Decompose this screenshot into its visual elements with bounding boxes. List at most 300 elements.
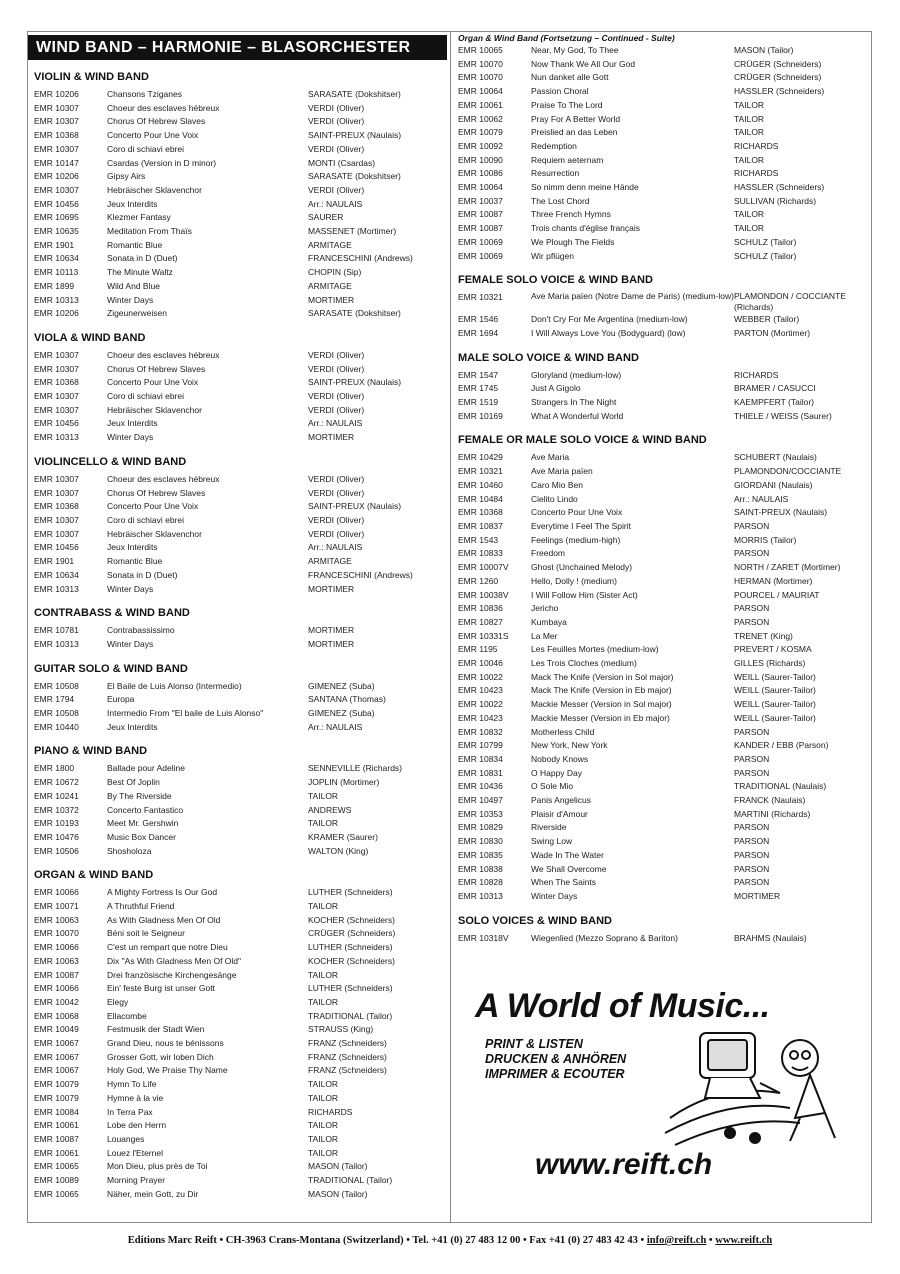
catalog-row (452, 575, 871, 589)
composer-arranger: TAILOR (308, 818, 339, 829)
catalog-number: EMR 10066 (34, 983, 79, 994)
work-title: Les Trois Cloches (medium) (531, 658, 637, 669)
section-list (28, 624, 449, 651)
catalog-number: EMR 10065 (34, 1161, 79, 1172)
composer-arranger: TRADITIONAL (Naulais) (734, 781, 827, 792)
composer-arranger: VERDI (Oliver) (308, 528, 365, 539)
work-title: Panis Angelicus (531, 795, 592, 806)
work-title: The Minute Waltz (107, 267, 173, 278)
catalog-row (28, 390, 449, 404)
work-title: Mack The Knife (Version in Sol major) (531, 671, 674, 682)
work-title: Sonata in D (Duet) (107, 253, 178, 264)
composer-arranger: PLAMONDON / COCCIANTE (Richards) (734, 291, 846, 313)
composer-arranger: SAINT-PREUX (Naulais) (308, 501, 402, 512)
work-title: Jeux Interdits (107, 542, 158, 553)
catalog-number: EMR 10113 (34, 267, 79, 278)
catalog-number: EMR 10506 (34, 845, 79, 856)
composer-arranger: WEILL (Saurer-Tailor) (734, 685, 816, 696)
composer-arranger: MORTIMER (308, 294, 355, 305)
catalog-row (28, 170, 449, 184)
composer-arranger: Arr.: NAULAIS (308, 418, 363, 429)
work-title: Music Box Dancer (107, 831, 176, 842)
catalog-row (28, 1119, 449, 1133)
work-title: Drei französische Kirchengesänge (107, 969, 237, 980)
catalog-number: EMR 10069 (458, 250, 503, 261)
catalog-number: EMR 10318V (458, 932, 509, 943)
composer-arranger: MORRIS (Tailor) (734, 534, 797, 545)
catalog-number: EMR 10147 (34, 157, 79, 168)
work-title: Grosser Gott, wir loben Dich (107, 1051, 214, 1062)
section-list (452, 291, 871, 340)
composer-arranger: RICHARDS (734, 140, 779, 151)
catalog-number: EMR 10436 (458, 781, 503, 792)
catalog-number: EMR 10497 (458, 795, 503, 806)
catalog-row (28, 817, 449, 831)
work-title: Ave Maria païen (531, 466, 593, 477)
work-title: Resurrection (531, 168, 580, 179)
catalog-number: EMR 10830 (458, 836, 503, 847)
catalog-number: EMR 10070 (458, 58, 503, 69)
catalog-row (28, 996, 449, 1010)
work-title: Everytime I Feel The Spirit (531, 520, 631, 531)
catalog-row (452, 712, 871, 726)
work-title: Louanges (107, 1134, 145, 1144)
catalog-row (28, 252, 449, 266)
catalog-number: EMR 10672 (34, 777, 79, 788)
section-heading: SOLO VOICES & WIND BAND (458, 914, 613, 927)
work-title: New York, New York (531, 740, 608, 751)
catalog-row (28, 225, 449, 239)
section-heading: GUITAR SOLO & WIND BAND (34, 662, 188, 675)
composer-arranger: KOCHER (Schneiders) (308, 955, 395, 966)
catalog-row (28, 1037, 449, 1051)
work-title: La Mer (531, 630, 558, 641)
work-title: Freedom (531, 548, 566, 559)
work-title: O Happy Day (531, 767, 583, 778)
work-title: Coro di schiavi ebrei (107, 143, 185, 154)
catalog-row (452, 181, 871, 195)
catalog-row (452, 236, 871, 250)
work-title: Don't Cry For Me Argentina (medium-low) (531, 314, 688, 325)
composer-arranger: MONTI (Csardas) (308, 157, 376, 168)
catalog-row (452, 85, 871, 99)
catalog-row (452, 780, 871, 794)
catalog-row (28, 762, 449, 776)
composer-arranger: MASON (Tailor) (308, 1161, 368, 1172)
composer-arranger: LUTHER (Schneiders) (308, 983, 393, 994)
catalog-row (452, 932, 871, 946)
catalog-number: EMR 10456 (34, 198, 79, 209)
catalog-number: EMR 10079 (34, 1092, 79, 1103)
composer-arranger: VERDI (Oliver) (308, 473, 365, 484)
work-title: Hebräischer Sklavenchor (107, 184, 202, 195)
work-title: Intermedio From "El baile de Luis Alonso" (107, 708, 264, 719)
work-title: Ghost (Unchained Melody) (531, 562, 633, 573)
catalog-row (28, 473, 449, 487)
footer-web-link[interactable]: www.reift.ch (715, 1235, 773, 1246)
composer-arranger: PARSON (734, 767, 770, 778)
catalog-number: EMR 1195 (458, 644, 498, 655)
catalog-row (28, 1133, 449, 1147)
catalog-number: EMR 10832 (458, 726, 503, 737)
composer-arranger: ANDREWS (308, 804, 352, 815)
catalog-number: EMR 10307 (34, 363, 79, 374)
work-title: Choeur des esclaves hébreux (107, 102, 220, 113)
composer-arranger: MARTINI (Richards) (734, 808, 811, 819)
composer-arranger: GIMENEZ (Suba) (308, 680, 375, 691)
work-title: Nobody Knows (531, 753, 589, 764)
composer-arranger: FRANZ (Schneiders) (308, 1065, 387, 1076)
work-title: Wade In The Water (531, 849, 604, 860)
composer-arranger: FRANCESCHINI (Andrews) (308, 253, 413, 264)
catalog-number: EMR 10307 (34, 487, 79, 498)
composer-arranger: NORTH / ZARET (Mortimer) (734, 562, 841, 573)
composer-arranger: KANDER / EBB (Parson) (734, 740, 829, 751)
composer-arranger: TAILOR (734, 99, 765, 110)
catalog-number: EMR 10321 (458, 292, 503, 303)
work-title: Zigeunerweisen (107, 308, 168, 319)
catalog-row (28, 404, 449, 418)
catalog-number: EMR 10423 (458, 712, 503, 723)
section-heading: VIOLA & WIND BAND (34, 331, 146, 344)
composer-arranger: SARASATE (Dokshitser) (308, 171, 401, 182)
composer-arranger: MASON (Tailor) (734, 45, 794, 55)
catalog-row (28, 239, 449, 253)
work-title: A Mighty Fortress Is Our God (107, 887, 218, 898)
catalog-row (452, 671, 871, 685)
catalog-row (28, 294, 449, 308)
catalog-number: EMR 10084 (34, 1106, 79, 1117)
composer-arranger: MORTIMER (308, 583, 355, 594)
catalog-row (28, 900, 449, 914)
catalog-row (452, 195, 871, 209)
work-title: Dix "As With Gladness Men Of Old" (107, 955, 242, 966)
work-title: Hebräischer Sklavenchor (107, 404, 202, 415)
work-title: Wild And Blue (107, 280, 160, 291)
work-title: Redemption (531, 140, 577, 151)
work-title: Näher, mein Gott, zu Dir (107, 1188, 199, 1199)
composer-arranger: VERDI (Oliver) (308, 391, 365, 402)
catalog-number: EMR 10313 (34, 294, 79, 305)
composer-arranger: MORTIMER (734, 890, 781, 901)
composer-arranger: THIELE / WEISS (Saurer) (734, 410, 832, 421)
catalog-number: EMR 10064 (458, 182, 503, 193)
composer-arranger: WEBBER (Tailor) (734, 314, 800, 325)
section-heading: VIOLIN & WIND BAND (34, 71, 149, 83)
composer-arranger: TAILOR (308, 901, 339, 912)
composer-arranger: PARSON (734, 548, 770, 559)
catalog-number: EMR 10069 (458, 236, 503, 247)
catalog-row (28, 624, 449, 638)
catalog-number: EMR 10062 (458, 113, 503, 124)
catalog-row (28, 349, 449, 363)
catalog-row (28, 927, 449, 941)
composer-arranger: KRAMER (Saurer) (308, 831, 378, 842)
catalog-number: EMR 10070 (34, 928, 79, 939)
work-title: Preislied an das Leben (531, 127, 618, 138)
work-title: Choeur des esclaves hébreux (107, 473, 220, 484)
catalog-number: EMR 10071 (34, 901, 79, 912)
catalog-number: EMR 10307 (34, 143, 79, 154)
catalog-number: EMR 1519 (458, 397, 499, 408)
work-title: O Sole Mio (531, 781, 574, 792)
catalog-row (28, 500, 449, 514)
composer-arranger: VERDI (Oliver) (308, 102, 365, 113)
work-title: Chorus Of Hebrew Slaves (107, 487, 206, 498)
work-title: Festmusik der Stadt Wien (107, 1024, 205, 1035)
work-title: Passion Choral (531, 86, 589, 97)
catalog-row (28, 363, 449, 377)
composer-arranger: GIMENEZ (Suba) (308, 708, 375, 719)
footer (0, 1235, 900, 1246)
catalog-number: EMR 10508 (34, 708, 79, 719)
composer-arranger: PARTON (Mortimer) (734, 327, 811, 338)
catalog-number: EMR 10460 (458, 479, 503, 490)
catalog-number: EMR 10068 (34, 1010, 79, 1021)
composer-arranger: Arr.: NAULAIS (308, 542, 363, 553)
catalog-row (452, 767, 871, 781)
composer-arranger: SCHUBERT (Naulais) (734, 452, 817, 463)
section-heading: FEMALE OR MALE SOLO VOICE & WIND BAND (458, 434, 707, 447)
work-title: Pray For A Better World (531, 113, 621, 124)
catalog-row (28, 1147, 449, 1161)
catalog-row (452, 890, 871, 904)
catalog-row (28, 845, 449, 859)
work-title: As With Gladness Men Of Old (107, 914, 221, 925)
composer-arranger: PREVERT / KOSMA (734, 644, 812, 655)
composer-arranger: WALTON (King) (308, 845, 369, 856)
catalog-row (28, 198, 449, 212)
composer-arranger: MORTIMER (308, 432, 355, 443)
left-sections (28, 71, 449, 1202)
catalog-number: EMR 10440 (34, 721, 79, 732)
catalog-number: EMR 10837 (458, 520, 503, 531)
catalog-number: EMR 10022 (458, 671, 503, 682)
catalog-number: EMR 10834 (458, 753, 503, 764)
catalog-row (452, 547, 871, 561)
work-title: Holy God, We Praise Thy Name (107, 1065, 228, 1076)
composer-arranger: PARSON (734, 603, 770, 614)
catalog-row (452, 808, 871, 822)
work-title: Ave Maria païen (Notre Dame de Paris) (medium-low) (531, 291, 734, 302)
catalog-row (452, 222, 871, 236)
composer-arranger: VERDI (Oliver) (308, 514, 365, 525)
composer-arranger: MASSENET (Mortimer) (308, 226, 397, 237)
catalog-number: EMR 10089 (34, 1175, 79, 1186)
catalog-row (28, 143, 449, 157)
composer-arranger: WEILL (Saurer-Tailor) (734, 699, 816, 710)
catalog-number: EMR 10022 (458, 699, 503, 710)
work-title: Three French Hymns (531, 209, 611, 220)
work-title: Strangers In The Night (531, 397, 617, 408)
composer-arranger: CRÜGER (Schneiders) (734, 72, 822, 83)
section-heading: PIANO & WIND BAND (34, 745, 148, 758)
composer-arranger: FRANCK (Naulais) (734, 795, 806, 806)
catalog-row (452, 821, 871, 835)
catalog-number: EMR 10353 (458, 808, 503, 819)
work-title: Gipsy Airs (107, 171, 146, 182)
catalog-number: EMR 10423 (458, 685, 503, 696)
composer-arranger: HASSLER (Schneiders) (734, 86, 825, 97)
catalog-row (452, 140, 871, 154)
catalog-row (452, 250, 871, 264)
work-title: The Lost Chord (531, 195, 590, 206)
composer-arranger: Arr.: NAULAIS (308, 721, 363, 732)
footer-email-link[interactable]: info@reift.ch (646, 1235, 707, 1246)
section-heading: CONTRABASS & WIND BAND (34, 607, 190, 620)
section-heading: MALE SOLO VOICE & WIND BAND (458, 351, 639, 364)
left-column (28, 31, 449, 1202)
work-title: Praise To The Lord (531, 99, 603, 110)
catalog-row (452, 382, 871, 396)
catalog-number: EMR 10313 (458, 890, 503, 901)
work-title: A Thruthful Friend (107, 901, 175, 912)
catalog-number: EMR 10065 (458, 45, 503, 55)
catalog-number: EMR 10368 (34, 130, 79, 141)
work-title: Trois chants d'église français (531, 223, 641, 234)
work-title: Shosholoza (107, 845, 152, 856)
composer-arranger: ARMITAGE (308, 280, 352, 291)
catalog-number: EMR 10087 (34, 969, 79, 980)
work-title: Winter Days (107, 432, 154, 443)
catalog-row (28, 280, 449, 294)
work-title: Ave Maria (531, 452, 570, 463)
catalog-row (28, 693, 449, 707)
catalog-number: EMR 1260 (458, 575, 499, 586)
composer-arranger: TAILOR (734, 113, 765, 124)
catalog-number: EMR 10307 (34, 102, 79, 113)
work-title: Louez l'Eternel (107, 1147, 163, 1158)
composer-arranger: CRÜGER (Schneiders) (308, 928, 396, 939)
catalog-row (28, 115, 449, 129)
composer-arranger: TRENET (King) (734, 630, 793, 641)
work-title: Béni soit le Seigneur (107, 928, 185, 939)
composer-arranger: ARMITAGE (308, 239, 352, 250)
work-title: Concerto Pour Une Voix (107, 501, 199, 512)
composer-arranger: FRANZ (Schneiders) (308, 1038, 387, 1049)
catalog-number: EMR 10368 (34, 377, 79, 388)
work-title: Gloryland (medium-low) (531, 369, 622, 380)
catalog-number: EMR 10838 (458, 863, 503, 874)
catalog-row (452, 396, 871, 410)
catalog-row (452, 479, 871, 493)
work-title: By The Riverside (107, 790, 172, 801)
catalog-row (28, 555, 449, 569)
work-title: Romantic Blue (107, 239, 163, 250)
work-title: Coro di schiavi ebrei (107, 391, 185, 402)
catalog-row (452, 113, 871, 127)
work-title: Choeur des esclaves hébreux (107, 349, 220, 360)
composer-arranger: HERMAN (Mortimer) (734, 575, 813, 586)
catalog-row (452, 44, 871, 58)
catalog-row (28, 1023, 449, 1037)
composer-arranger: TAILOR (734, 127, 765, 138)
work-title: Just A Gigolo (531, 383, 581, 394)
work-title: Winter Days (107, 583, 154, 594)
catalog-row (452, 167, 871, 181)
work-title: Sonata in D (Duet) (107, 569, 178, 580)
work-title: Winter Days (107, 638, 154, 649)
catalog-row (452, 208, 871, 222)
work-title: Wiegenlied (Mezzo Soprano & Bariton) (531, 932, 678, 943)
catalog-number: EMR 1547 (458, 369, 499, 380)
composer-arranger: PLAMONDON/COCCIANTE (734, 466, 842, 477)
composer-arranger: TAILOR (308, 969, 339, 980)
composer-arranger: RICHARDS (734, 168, 779, 179)
work-title: Cielito Lindo (531, 493, 578, 504)
catalog-number: EMR 1543 (458, 534, 499, 545)
catalog-number: EMR 10049 (34, 1024, 79, 1035)
advert-url[interactable]: www.reift.ch (535, 1148, 713, 1181)
section-heading: ORGAN & WIND BAND (34, 869, 154, 882)
advert-line: DRUCKEN & ANHÖREN (485, 1052, 627, 1066)
composer-arranger: HASSLER (Schneiders) (734, 182, 825, 193)
work-title: C'est un rempart que notre Dieu (107, 942, 228, 953)
catalog-row (28, 721, 449, 735)
advert-line: PRINT & LISTEN (485, 1037, 583, 1051)
catalog-number: EMR 10063 (34, 955, 79, 966)
composer-arranger: MORTIMER (308, 625, 355, 636)
section-list (452, 369, 871, 424)
work-title: When The Saints (531, 877, 597, 888)
catalog-row (28, 487, 449, 501)
catalog-row (28, 431, 449, 445)
catalog-number: EMR 10092 (458, 140, 503, 151)
work-title: Wir pflügen (531, 250, 574, 261)
composer-arranger: SAINT-PREUX (Naulais) (308, 377, 402, 388)
composer-arranger: PARSON (734, 822, 770, 833)
right-column (452, 31, 871, 945)
catalog-number: EMR 10833 (458, 548, 503, 559)
work-title: Concerto Fantastico (107, 804, 184, 815)
work-title: Near, My God, To Thee (531, 45, 619, 55)
work-title: Hello, Dolly ! (medium) (531, 575, 617, 586)
composer-arranger: MASON (Tailor) (308, 1188, 368, 1199)
composer-arranger: FRANZ (Schneiders) (308, 1051, 387, 1062)
composer-arranger: TAILOR (308, 1079, 339, 1090)
continued-list (452, 44, 871, 263)
catalog-row (28, 583, 449, 597)
work-title: Csardas (Version in D minor) (107, 157, 217, 168)
work-title: Lobe den Herrn (107, 1120, 167, 1131)
catalog-number: EMR 10061 (34, 1120, 79, 1131)
catalog-row (28, 831, 449, 845)
catalog-number: EMR 10063 (34, 914, 79, 925)
catalog-row (452, 506, 871, 520)
work-title: Contrabassissimo (107, 625, 175, 636)
continued-heading: Organ & Wind Band (Fortsetzung – Continued - Suite) (458, 33, 675, 43)
catalog-row (28, 804, 449, 818)
section-list (28, 88, 449, 321)
catalog-number: EMR 10067 (34, 1038, 79, 1049)
composer-arranger: VERDI (Oliver) (308, 363, 365, 374)
catalog-number: EMR 1546 (458, 314, 499, 325)
catalog-number: EMR 10307 (34, 528, 79, 539)
composer-arranger: TAILOR (308, 996, 339, 1007)
catalog-number: EMR 1745 (458, 383, 499, 394)
catalog-row (28, 982, 449, 996)
catalog-number: EMR 10169 (458, 410, 503, 421)
work-title: Europa (107, 694, 135, 705)
work-title: Feelings (medium-high) (531, 534, 621, 545)
catalog-number: EMR 1800 (34, 763, 75, 774)
work-title: Ballade pour Adeline (107, 763, 185, 774)
page-banner: WIND BAND – HARMONIE – BLASORCHESTER (28, 35, 447, 60)
section-heading: FEMALE SOLO VOICE & WIND BAND (458, 274, 653, 287)
work-title: Jeux Interdits (107, 721, 158, 732)
catalog-number: EMR 10070 (458, 72, 503, 83)
catalog-row (452, 863, 871, 877)
